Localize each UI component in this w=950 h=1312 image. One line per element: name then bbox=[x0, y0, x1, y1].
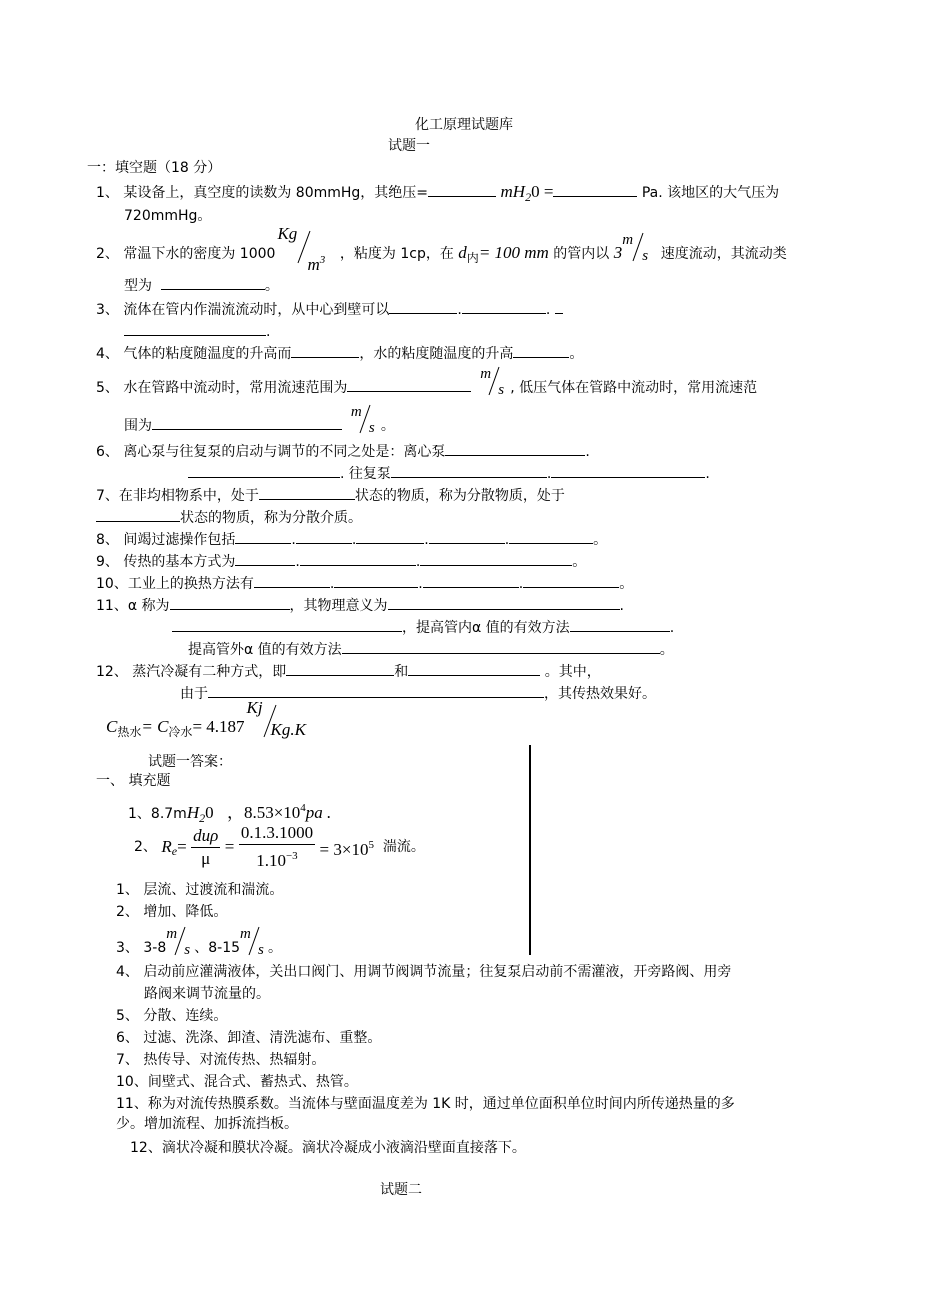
blank bbox=[523, 574, 619, 588]
q7-text-c: 状态的物质，称为分散介质。 bbox=[180, 510, 362, 526]
r3-num: m bbox=[166, 926, 178, 942]
q1-unit-tail: 0 = bbox=[531, 182, 554, 201]
blank bbox=[423, 574, 519, 588]
blank bbox=[356, 530, 424, 544]
r3-den: s bbox=[184, 942, 191, 958]
c-eq-unit bbox=[245, 698, 315, 739]
answer-r2: 2、 增加、降低。 bbox=[116, 904, 228, 920]
q5-u-num: m bbox=[480, 366, 492, 382]
q12-text-b: 和 bbox=[394, 664, 409, 680]
a2-tail: 湍流。 bbox=[382, 839, 425, 855]
blank bbox=[259, 486, 355, 500]
answer-r12: 12、滴状冷凝和膜状冷凝。滴状冷凝成小液滴沿壁面直接落下。 bbox=[130, 1140, 526, 1156]
a2-re: R bbox=[161, 837, 172, 856]
q7-text: 7、在非均相物系中，处于 bbox=[96, 488, 259, 504]
answer-r6: 6、 过滤、洗涤、卸渣、清洗滤布、重整。 bbox=[116, 1030, 382, 1046]
blank bbox=[152, 416, 342, 430]
blank bbox=[124, 322, 266, 336]
blank bbox=[428, 183, 496, 197]
q4-text: 4、 气体的粘度随温度的升高而 bbox=[96, 346, 292, 362]
q5-text: 5、 水在管路中流动时，常用流速范围为 bbox=[96, 380, 348, 396]
answer-r7: 7、 热传导、对流传热、热辐射。 bbox=[116, 1052, 326, 1068]
q3-line2: . bbox=[124, 322, 270, 342]
q2-unit-speed bbox=[622, 232, 656, 264]
question-11: 11、α 称为 ，其物理意义为 . bbox=[96, 598, 624, 614]
blank bbox=[551, 464, 705, 478]
blank bbox=[553, 183, 637, 197]
q11-line2: ，提高管内α 值的有效方法 . bbox=[172, 618, 674, 638]
blank bbox=[570, 618, 670, 632]
blank bbox=[161, 276, 265, 290]
answer-2 bbox=[134, 822, 425, 872]
q11-text-d: 提高管外α 值的有效方法 bbox=[188, 642, 342, 658]
q2-d: d bbox=[458, 243, 467, 262]
blank bbox=[445, 442, 585, 456]
q5-line2 bbox=[124, 404, 395, 436]
a2-re-sub: e bbox=[171, 844, 178, 858]
q5-text-d: 。 bbox=[380, 418, 395, 434]
c-eq-sub1: 热水 bbox=[117, 725, 142, 739]
q6-text: 6、 离心泵与往复泵的启动与调节的不同之处是：离心泵 bbox=[96, 444, 446, 460]
question-6: 6、 离心泵与往复泵的启动与调节的不同之处是：离心泵 . bbox=[96, 444, 590, 460]
a2-frac2 bbox=[239, 822, 315, 872]
q2-text-b: ，粘度为 1cp，在 bbox=[339, 246, 454, 262]
q2-eq: = 100 mm bbox=[478, 243, 549, 262]
a1-text: 1、8.7m bbox=[128, 806, 187, 822]
blank bbox=[334, 574, 418, 588]
q2-unit-den-m: m bbox=[307, 255, 320, 274]
answer-r10: 10、间壁式、混合式、蓄热式、热管。 bbox=[116, 1074, 358, 1090]
c-eq-mid: = C bbox=[141, 717, 169, 736]
blank bbox=[296, 530, 352, 544]
r3-unit-2 bbox=[240, 926, 268, 958]
a1-tail: 0 bbox=[205, 803, 214, 822]
blank bbox=[389, 300, 457, 314]
q2-unit-num: Kg bbox=[277, 224, 298, 243]
answer-r1: 1、 层流、过渡流和湍流。 bbox=[116, 882, 284, 898]
blank bbox=[170, 596, 290, 610]
q2-v-num: m bbox=[622, 232, 634, 248]
q11-text-c: ，提高管内α 值的有效方法 bbox=[402, 620, 570, 636]
q1-unit: mH bbox=[500, 182, 526, 201]
blank bbox=[462, 300, 546, 314]
question-1 bbox=[96, 182, 779, 207]
blank bbox=[254, 574, 330, 588]
a2-res bbox=[320, 840, 374, 859]
q5-text-b: , 低压气体在管路中流动时，常用流速范 bbox=[510, 380, 758, 396]
answer-r11: 11、称为对流传热膜系数。当流体与壁面温度差为 1K 时，通过单位面积单位时间内所传递热量的多 bbox=[116, 1096, 735, 1112]
q1-unit-sub: 2 bbox=[525, 190, 532, 204]
q11-text-b: ，其物理意义为 bbox=[289, 598, 388, 614]
q10-text: 10、工业上的换热方法有 bbox=[96, 576, 254, 592]
blank bbox=[291, 344, 359, 358]
a1-sup: 4 bbox=[300, 802, 306, 814]
c-eq-val: = 4.187 bbox=[192, 717, 245, 736]
q2-unit-density bbox=[275, 224, 335, 274]
q1-line2: 720mmHg。 bbox=[124, 208, 212, 224]
a2-eq2: = bbox=[224, 837, 235, 856]
blank bbox=[509, 530, 593, 544]
question-7 bbox=[96, 486, 565, 506]
blank bbox=[235, 530, 291, 544]
q6-line2: . 往复泵 . . bbox=[188, 464, 710, 484]
q1-text: 1、 某设备上，真空度的读数为 80mmHg，其绝压= bbox=[96, 185, 429, 201]
q2-text-c: 的管内以 bbox=[553, 246, 610, 262]
q7-text-b: 状态的物质，称为分散物质，处于 bbox=[354, 488, 565, 504]
r3-text-b: 、8-15 bbox=[194, 940, 241, 956]
a1-h: H bbox=[186, 803, 200, 822]
blank bbox=[300, 552, 416, 566]
question-4 bbox=[96, 344, 583, 364]
q2-v: 3 bbox=[613, 243, 623, 262]
answer-r11-line2: 少。增加流程、加拆流挡板。 bbox=[116, 1116, 298, 1132]
q2-line2 bbox=[124, 276, 279, 296]
q11-text: 11、α 称为 bbox=[96, 598, 170, 614]
blank bbox=[391, 464, 547, 478]
question-2 bbox=[96, 224, 787, 274]
answer-r3 bbox=[116, 926, 283, 958]
blank bbox=[208, 684, 544, 698]
a2-eq: = bbox=[177, 837, 187, 856]
q5-u-den: s bbox=[498, 382, 505, 398]
q5-u-den-2: s bbox=[368, 420, 375, 436]
blank bbox=[172, 618, 402, 632]
q12-text: 12、 蒸汽冷凝有二种方式，即 bbox=[96, 664, 287, 680]
q4-text-b: ，水的粘度随温度的升高 bbox=[359, 346, 514, 362]
q3-text: 3、 流体在管内作湍流流动时，从中心到壁可以 bbox=[96, 302, 390, 318]
a2-f2-num: 0.1.3.1000 bbox=[239, 822, 315, 845]
blank bbox=[235, 552, 295, 566]
r3-text-c: 。 bbox=[268, 940, 283, 956]
blank bbox=[555, 300, 563, 314]
q8-text: 8、 间竭过滤操作包括 bbox=[96, 532, 236, 548]
answer-r5: 5、 分散、连续。 bbox=[116, 1008, 228, 1024]
a2-f2-den-sup: −3 bbox=[285, 850, 298, 862]
r3-text: 3、 3-8 bbox=[116, 940, 167, 956]
blank bbox=[388, 596, 620, 610]
r3-unit bbox=[166, 926, 194, 958]
answers-section: 一、 填充题 bbox=[96, 773, 171, 789]
q4-text-c: 。 bbox=[569, 346, 584, 362]
a2-f1-den: μ bbox=[201, 848, 211, 868]
c-eq-c: C bbox=[106, 717, 118, 736]
a1-sub: 2 bbox=[199, 811, 206, 825]
question-9: 9、 传热的基本方式为 . . 。 bbox=[96, 554, 587, 570]
blank bbox=[408, 662, 540, 676]
doc-title: 化工原理试题库 bbox=[415, 117, 513, 133]
r3-den-2: s bbox=[258, 942, 264, 958]
blank bbox=[420, 552, 572, 566]
q2-unit-den-sup: 3 bbox=[319, 254, 326, 266]
q11-line3: 提高管外α 值的有效方法 。 bbox=[188, 642, 674, 658]
a2-res-sup: 5 bbox=[368, 838, 374, 851]
q7-line2 bbox=[96, 508, 362, 528]
q2-v-den: s bbox=[642, 248, 649, 264]
question-10: 10、工业上的换热方法有 . . . 。 bbox=[96, 576, 634, 592]
a2-res-base: = 3×10 bbox=[319, 839, 369, 859]
c-eq-num: Kj bbox=[246, 698, 263, 717]
a2-f2-den-base: 1.10 bbox=[256, 851, 286, 870]
blank bbox=[96, 508, 180, 522]
divider-vertical bbox=[529, 745, 531, 955]
q2-d-sub: 内 bbox=[466, 251, 479, 265]
answer-r4-line2: 路阀来调节流量的。 bbox=[144, 986, 270, 1002]
question-8: 8、 间竭过滤操作包括 . . . . 。 bbox=[96, 532, 608, 548]
a2-f1-num: duρ bbox=[191, 825, 220, 848]
question-12 bbox=[96, 662, 601, 682]
next-exam-title: 试题二 bbox=[380, 1182, 422, 1198]
a1-unit: pa . bbox=[305, 803, 332, 822]
blank bbox=[188, 464, 340, 478]
q1-text-b: Pa. 该地区的大气压为 bbox=[641, 185, 780, 201]
heat-capacity-equation bbox=[106, 698, 315, 742]
q2-unit-den bbox=[307, 250, 325, 275]
q6-text-b: . 往复泵 bbox=[340, 466, 391, 482]
q9-text: 9、 传热的基本方式为 bbox=[96, 554, 236, 570]
question-5 bbox=[96, 366, 758, 398]
a2-frac1 bbox=[191, 825, 220, 870]
question-3: 3、 流体在管内作湍流流动时，从中心到壁可以 . . bbox=[96, 300, 563, 320]
q5-unit bbox=[480, 366, 510, 398]
blank bbox=[429, 530, 505, 544]
q5-u-num-2: m bbox=[350, 404, 362, 420]
q12-text-d: 由于 bbox=[180, 686, 208, 702]
blank bbox=[513, 344, 569, 358]
r3-num-2: m bbox=[240, 926, 251, 942]
q5-text-c: 围为 bbox=[124, 418, 152, 434]
q2-text-d: 速度流动，其流动类 bbox=[660, 246, 787, 262]
q5-unit-2 bbox=[350, 404, 381, 436]
a2-text: 2、 bbox=[134, 839, 157, 855]
a2-f2-den bbox=[239, 845, 315, 872]
c-eq-sub2: 冷水 bbox=[168, 725, 193, 739]
answer-r4: 4、 启动前应灌满液体，关出口阀门、用调节阀调节流量；往复泵启动前不需灌液，开旁路阀、用旁 bbox=[116, 964, 732, 980]
q2-text: 2、 常温下水的密度为 1000 bbox=[96, 246, 276, 262]
section-fill-blank: 一：填空题（18 分） bbox=[87, 160, 222, 176]
blank bbox=[342, 640, 660, 654]
blank bbox=[347, 378, 471, 392]
q2-text-f: 。 bbox=[264, 278, 279, 294]
answers-title: 试题一答案： bbox=[148, 754, 232, 770]
a1-val: ，8.53×10 bbox=[226, 803, 301, 822]
q2-text-e: 型为 bbox=[124, 278, 152, 294]
q12-text-c: 。其中， bbox=[544, 664, 601, 680]
q12-text-e: ，其传热效果好。 bbox=[544, 686, 656, 702]
c-eq-den: Kg.K bbox=[270, 720, 306, 739]
blank bbox=[286, 662, 394, 676]
exam-subtitle: 试题一 bbox=[388, 138, 430, 154]
